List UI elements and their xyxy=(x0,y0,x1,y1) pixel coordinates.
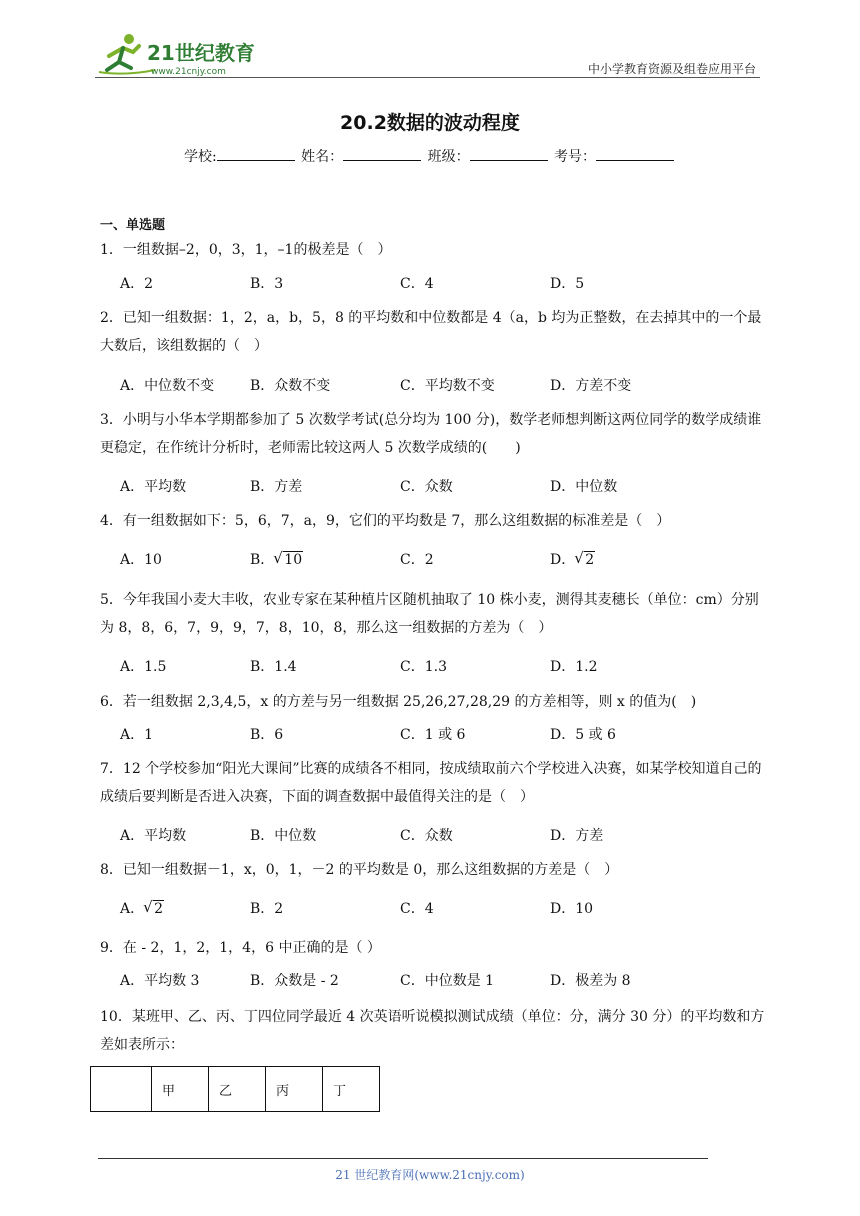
name-label: 姓名： xyxy=(301,149,344,165)
logo-url: www.21cnjy.com xyxy=(151,67,226,77)
options-6 xyxy=(120,723,760,747)
question-4 xyxy=(100,507,766,535)
question-number: 4． xyxy=(100,513,123,529)
page-title: 20.2数据的波动程度 xyxy=(340,112,520,134)
option-b[interactable]: B．2 xyxy=(250,901,284,917)
question-1 xyxy=(100,236,766,264)
option-b[interactable]: B．方差 xyxy=(250,479,303,495)
option-c[interactable]: C．1.3 xyxy=(400,659,447,675)
question-number: 6． xyxy=(100,694,123,710)
option-c[interactable]: C．众数 xyxy=(400,828,453,844)
table-cell: 乙 xyxy=(209,1067,266,1112)
question-number: 10． xyxy=(100,1009,132,1025)
question-text: 小明与小华本学期都参加了 5 次数学考试(总分均为 100 分)，数学老师想判断这两位同学的数学成绩谁更稳定，在作统计分析时，老师需比较这两人 5 次数学成绩的( ) xyxy=(100,412,762,456)
question-9 xyxy=(100,934,766,962)
question-text: 若一组数据 2,3,4,5，x 的方差与另一组数据 25,26,27,28,29 的方差相等，则 x 的值为( ) xyxy=(122,694,697,710)
option-b[interactable]: B．3 xyxy=(250,276,284,292)
radicand: 10 xyxy=(284,552,303,568)
option-b[interactable]: B．6 xyxy=(250,727,284,743)
question-8 xyxy=(100,856,766,884)
option-b[interactable] xyxy=(250,548,303,572)
logo-text: 21世纪教育 xyxy=(147,41,255,65)
options-5 xyxy=(120,655,760,679)
footer-divider xyxy=(98,1158,708,1159)
options-2 xyxy=(120,374,760,398)
table-header-row xyxy=(91,1067,380,1112)
option-d[interactable]: D．方差不变 xyxy=(550,378,632,394)
school-label: 学校: xyxy=(183,149,217,165)
sqrt-expression xyxy=(575,548,595,572)
question-10 xyxy=(100,1003,766,1059)
options-9 xyxy=(120,969,760,993)
option-a[interactable]: A．1.5 xyxy=(120,659,167,675)
question-text: 今年我国小麦大丰收，农业专家在某种植片区随机抽取了 10 株小麦，测得其麦穗长（单位：cm）分别为 8，8，6，7，9，9，7，8，10，8，那么这一组数据的方差为（ ） xyxy=(100,592,759,636)
option-c[interactable]: C．4 xyxy=(400,276,434,292)
class-label: 班级： xyxy=(427,149,470,165)
options-3 xyxy=(120,475,760,499)
sqrt-expression xyxy=(144,897,164,921)
options-7 xyxy=(120,824,760,848)
option-d[interactable]: D．中位数 xyxy=(550,479,618,495)
question-number: 1． xyxy=(100,242,123,258)
question-number: 7． xyxy=(100,761,123,777)
question-number: 5． xyxy=(100,592,123,608)
platform-name: 中小学教育资源及组卷应用平台 xyxy=(587,62,756,76)
options-4 xyxy=(120,548,760,572)
option-a[interactable]: A．1 xyxy=(120,727,154,743)
name-blank[interactable] xyxy=(343,146,421,161)
option-c[interactable]: C．中位数是 1 xyxy=(400,973,495,989)
option-a[interactable]: A．2 xyxy=(120,276,154,292)
question-2 xyxy=(100,304,766,360)
option-d[interactable]: D．5 xyxy=(550,276,585,292)
question-text: 在 - 2，1，2，1，4，6 中正确的是（ ） xyxy=(122,940,381,956)
option-c[interactable]: C．平均数不变 xyxy=(400,378,495,394)
option-d[interactable]: D．1.2 xyxy=(550,659,598,675)
option-a[interactable]: A．10 xyxy=(120,552,162,568)
question-number: 9． xyxy=(100,940,123,956)
question-5 xyxy=(100,586,766,642)
question-6 xyxy=(100,688,766,716)
option-d[interactable]: D．极差为 8 xyxy=(550,973,631,989)
option-d[interactable]: D．方差 xyxy=(550,828,604,844)
footer-link[interactable]: 21 世纪教育网(www.21cnjy.com) xyxy=(335,1168,525,1182)
option-b-label: B． xyxy=(250,552,275,568)
table-cell xyxy=(91,1067,152,1112)
option-d[interactable]: D．5 或 6 xyxy=(550,727,616,743)
score-table xyxy=(90,1066,380,1112)
question-text: 已知一组数据－1，x，0，1，－2 的平均数是 0，那么这组数据的方差是（ ） xyxy=(122,862,619,878)
radicand: 2 xyxy=(154,901,164,917)
option-d[interactable]: D．10 xyxy=(550,901,594,917)
option-a[interactable] xyxy=(120,897,164,921)
question-3 xyxy=(100,406,766,462)
logo xyxy=(95,30,265,78)
question-7 xyxy=(100,755,766,811)
option-d[interactable] xyxy=(550,548,595,572)
table-cell: 丁 xyxy=(323,1067,380,1112)
student-info-row xyxy=(0,146,860,166)
option-b[interactable]: B．1.4 xyxy=(250,659,297,675)
radicand: 2 xyxy=(585,552,595,568)
options-1 xyxy=(120,272,760,296)
question-number: 2． xyxy=(100,310,123,326)
option-a[interactable]: A．平均数 3 xyxy=(120,973,200,989)
class-blank[interactable] xyxy=(470,146,548,161)
number-label: 考号： xyxy=(554,149,597,165)
question-text: 某班甲、乙、丙、丁四位同学最近 4 次英语听说模拟测试成绩（单位：分，满分 30 分）的平均数和方差如表所示： xyxy=(100,1009,765,1053)
option-a[interactable]: A．平均数 xyxy=(120,479,187,495)
header-divider xyxy=(95,77,760,78)
option-c[interactable]: C．1 或 6 xyxy=(400,727,466,743)
question-number: 8． xyxy=(100,862,123,878)
option-c[interactable]: C．4 xyxy=(400,901,434,917)
question-text: 一组数据–2，0，3，1，–1的极差是（ ） xyxy=(122,242,392,258)
option-b[interactable]: B．中位数 xyxy=(250,828,317,844)
page-header xyxy=(95,30,760,78)
question-number: 3． xyxy=(100,412,123,428)
option-c[interactable]: C．众数 xyxy=(400,479,453,495)
number-blank[interactable] xyxy=(596,146,674,161)
option-b[interactable]: B．众数不变 xyxy=(250,378,331,394)
section-title: 一、单选题 xyxy=(100,218,166,233)
school-blank[interactable] xyxy=(217,146,295,161)
table-cell: 丙 xyxy=(266,1067,323,1112)
option-a-label: A． xyxy=(120,901,145,917)
table-cell: 甲 xyxy=(152,1067,209,1112)
question-text: 有一组数据如下：5，6，7，a，9，它们的平均数是 7，那么这组数据的标准差是（ ） xyxy=(122,513,671,529)
sqrt-expression xyxy=(274,548,303,572)
options-8 xyxy=(120,897,760,921)
question-text: 已知一组数据：1，2，a，b，5，8 的平均数和中位数都是 4（a，b 均为正整数，在去掉其中的一个最大数后，该组数据的（ ） xyxy=(100,310,762,354)
runner-logo-icon xyxy=(95,30,265,78)
option-a[interactable]: A．平均数 xyxy=(120,828,187,844)
option-b[interactable]: B．众数是 - 2 xyxy=(250,973,339,989)
question-text: 12 个学校参加“阳光大课间”比赛的成绩各不相同，按成绩取前六个学校进入决赛，如某学校知道自己的成绩后要判断是否进入决赛，下面的调查数据中最值得关注的是（ ） xyxy=(100,761,762,805)
option-d-label: D． xyxy=(550,552,576,568)
option-a[interactable]: A．中位数不变 xyxy=(120,378,215,394)
option-c[interactable]: C．2 xyxy=(400,552,434,568)
